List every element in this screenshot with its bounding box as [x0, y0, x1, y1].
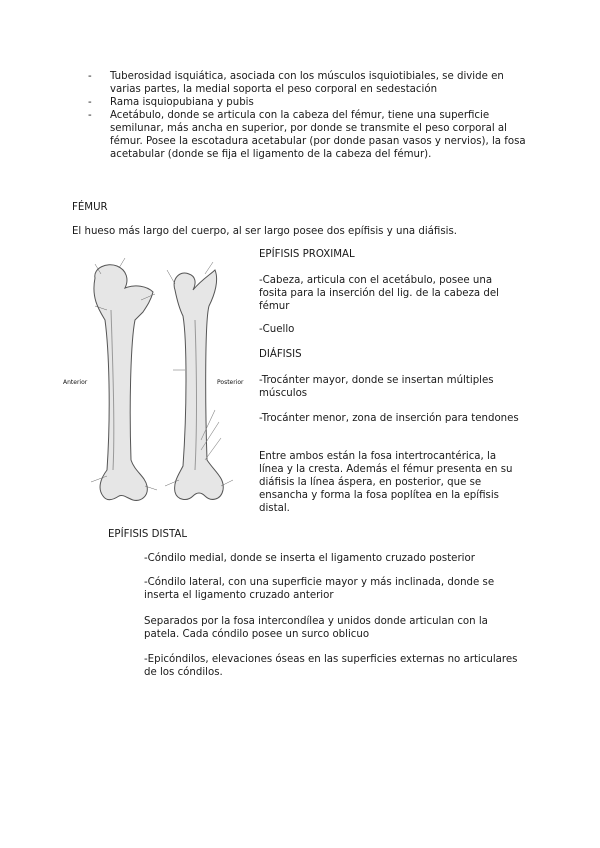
bullet-item	[88, 96, 528, 109]
trocanter-menor-text: -Trocánter menor, zona de inserción para tendones	[259, 413, 519, 424]
separados-text: Separados por la fosa intercondílea y unidos donde articulan con la patela. Cada cóndilo posee un surco oblicuo	[144, 616, 488, 640]
femur-intro: El hueso más largo del cuerpo, al ser largo posee dos epífisis y una diáfisis.	[72, 226, 458, 237]
diafisis-heading: DIÁFISIS	[259, 349, 302, 360]
femur-posterior-bone	[174, 270, 223, 499]
femur-illustration	[55, 250, 255, 520]
femur-anterior-bone	[94, 265, 153, 501]
femur-heading: FÉMUR	[72, 202, 108, 213]
bullet-dash: -	[88, 71, 92, 82]
bullet-item	[88, 109, 528, 161]
bullet-text: Rama isquiopubiana y pubis	[110, 97, 254, 108]
cuello-text: -Cuello	[259, 324, 295, 335]
bullet-text: Acetábulo, donde se articula con la cabeza del fémur, tiene una superficie semilunar, más ancha en superior, por donde se transmite el peso corporal al fémur. Posee la escotadura acetabular (por donde pasan vasos y nervios), la fosa acetabular (donde se fija el ligamento de la cabeza del fémur).	[110, 110, 526, 160]
cabeza-text: -Cabeza, articula con el acetábulo, posee una fosita para la inserción del lig. de la cabeza del fémur	[259, 275, 499, 312]
condilo-lateral-text: -Cóndilo lateral, con una superficie mayor y más inclinada, donde se inserta el ligamento cruzado anterior	[144, 577, 495, 601]
bullet-item	[88, 70, 528, 96]
epicondilos-text: -Epicóndilos, elevaciones óseas en las superficies externas no articulares de los cóndilos.	[144, 654, 518, 678]
label-anterior: Anterior	[63, 379, 88, 386]
label-posterior: Posterior	[217, 379, 244, 386]
trocanter-mayor-text: -Trocánter mayor, donde se insertan múltiples músculos	[259, 375, 494, 399]
bullet-list	[88, 70, 528, 161]
bullet-dash: -	[88, 97, 92, 108]
bullet-text: Tuberosidad isquiática, asociada con los músculos isquiotibiales, se divide en varias partes, la medial soporta el peso corporal en sedestación	[110, 71, 504, 95]
bullet-dash: -	[88, 110, 92, 121]
epifisis-distal-heading: EPÍFISIS DISTAL	[108, 529, 188, 540]
condilo-medial-text: -Cóndilo medial, donde se inserta el ligamento cruzado posterior	[144, 553, 475, 564]
femur-drawing	[55, 250, 255, 520]
entre-ambos-text: Entre ambos están la fosa intertrocantérica, la línea y la cresta. Además el fémur presenta en su diáfisis la línea áspera, en posterior, que se ensancha y forma la fosa poplítea en la epífisis distal.	[259, 451, 513, 514]
epifisis-proximal-heading: EPÍFISIS PROXIMAL	[259, 249, 355, 260]
